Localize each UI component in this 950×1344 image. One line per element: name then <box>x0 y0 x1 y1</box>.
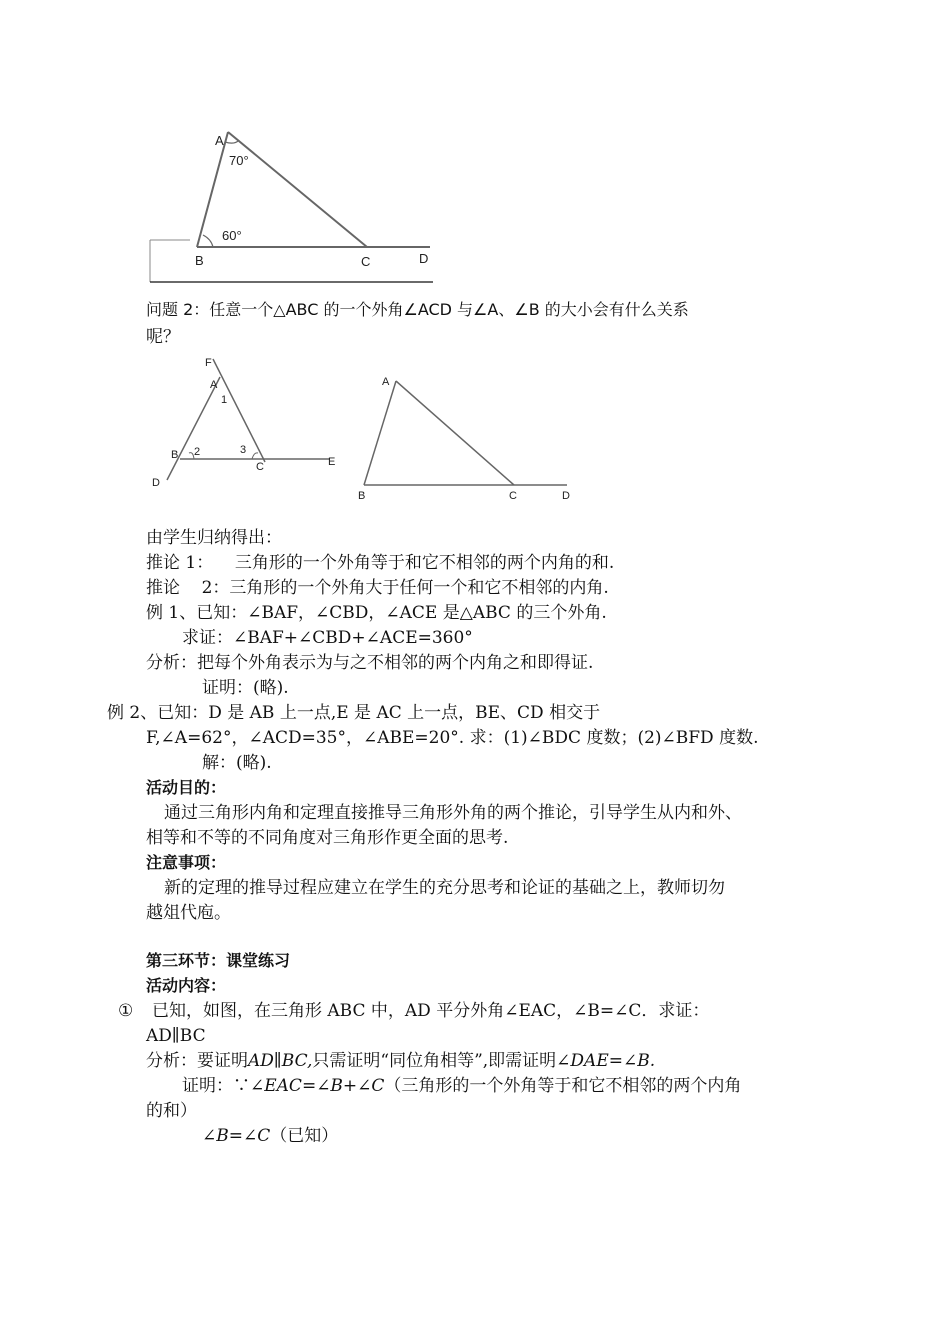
example-2-line-2: F,∠A=62°，∠ACD=35°，∠ABE=20°. 求：(1)∠BDC 度数；(2)∠BFD 度数. <box>146 728 759 748</box>
section-3-heading: 第三环节：课堂练习 <box>146 951 291 970</box>
label-c: C <box>361 254 371 269</box>
purpose-heading: 活动目的： <box>146 778 227 797</box>
label-a: A <box>215 133 224 148</box>
label-3: 3 <box>240 444 247 456</box>
example-2-line-1: 例 2、已知：D 是 AB 上一点,E 是 AC 上一点，BE、CD 相交于 <box>107 703 601 723</box>
last-math: ∠B=∠C <box>202 1126 271 1146</box>
analysis-math-1: AD∥BC, <box>248 1051 313 1071</box>
example-1-prove: 求证：∠BAF+∠CBD+∠ACE=360° <box>182 628 473 648</box>
analysis-math-2: DAE=∠B. <box>570 1051 656 1071</box>
line-f-c <box>213 359 265 462</box>
label-b: B <box>358 490 366 502</box>
activity-content-heading: 活动内容： <box>146 976 227 995</box>
last-suffix: （已知） <box>270 1126 339 1146</box>
example-1-analysis: 分析：把每个外角表示为与之不相邻的两个内角之和即得证. <box>146 653 594 673</box>
label-1: 1 <box>221 394 228 406</box>
corollary-1: 推论 1： 三角形的一个外角等于和它不相邻的两个内角的和. <box>146 553 615 573</box>
angle-arc-b <box>203 235 213 247</box>
label-a: A <box>210 379 218 391</box>
side-ac <box>228 132 367 247</box>
proof-prefix: 证明：∵∠ <box>182 1076 265 1096</box>
label-d: D <box>419 251 429 266</box>
label-b: B <box>195 253 204 268</box>
label-a: A <box>382 376 390 388</box>
exercise-proof-line-3 <box>202 1124 338 1148</box>
label-b: B <box>171 449 179 461</box>
exercise-line-2: AD∥BC <box>146 1026 206 1046</box>
question-2-line-2: 呢？ <box>146 327 180 347</box>
purpose-line-1: 通过三角形内角和定理直接推导三角形外角的两个推论，引导学生从内和外、 <box>164 803 742 823</box>
label-c: C <box>509 490 517 502</box>
analysis-middle: 只需证明“同位角相等”,即需证明∠ <box>312 1051 571 1071</box>
exercise-line-1: 已知，如图，在三角形 ABC 中，AD 平分外角∠EAC，∠B=∠C．求证： <box>152 1001 710 1021</box>
label-angle-a: 70° <box>229 153 249 168</box>
proof-math: EAC=∠B+∠C <box>264 1076 385 1096</box>
line-a-d <box>167 377 220 480</box>
exercise-number: ① <box>118 1001 134 1021</box>
label-f: F <box>205 357 212 369</box>
corollary-2: 推论 2：三角形的一个外角大于任何一个和它不相邻的内角. <box>146 578 609 598</box>
example-1-given: 例 1、已知：∠BAF，∠CBD，∠ACE 是△ABC 的三个外角. <box>146 603 607 623</box>
label-d: D <box>562 490 570 502</box>
figure-triangle-exterior-angle <box>145 125 445 290</box>
angle-arc-3 <box>252 453 258 459</box>
side-ab <box>364 381 396 485</box>
figure-triangle-three-exterior-angles <box>145 352 345 497</box>
analysis-prefix: 分析：要证明 <box>146 1051 248 1071</box>
label-angle-b: 60° <box>222 228 242 243</box>
figure-triangle-acd <box>352 368 582 508</box>
exercise-proof-line-2: 的和） <box>146 1101 197 1121</box>
exercise-proof-line-1 <box>182 1074 741 1098</box>
label-2: 2 <box>194 446 201 458</box>
proof-suffix: （三角形的一个外角等于和它不相邻的两个内角 <box>384 1076 742 1096</box>
exercise-analysis <box>146 1049 655 1073</box>
label-c: C <box>256 461 264 473</box>
induce-text: 由学生归纳得出： <box>146 528 282 548</box>
notes-heading: 注意事项： <box>146 853 227 872</box>
notes-line-2: 越俎代庖。 <box>146 903 231 923</box>
label-d: D <box>152 477 160 489</box>
label-e: E <box>328 456 336 468</box>
notes-line-1: 新的定理的推导过程应建立在学生的充分思考和论证的基础之上，教师切勿 <box>164 878 725 898</box>
purpose-line-2: 相等和不等的不同角度对三角形作更全面的思考. <box>146 828 509 848</box>
example-1-proof: 证明：(略). <box>202 678 289 698</box>
example-2-solution: 解：(略). <box>202 753 272 773</box>
question-2-line-1: 问题 2：任意一个△ABC 的一个外角∠ACD 与∠A、∠B 的大小会有什么关系 <box>146 300 689 319</box>
side-ac <box>396 381 514 485</box>
